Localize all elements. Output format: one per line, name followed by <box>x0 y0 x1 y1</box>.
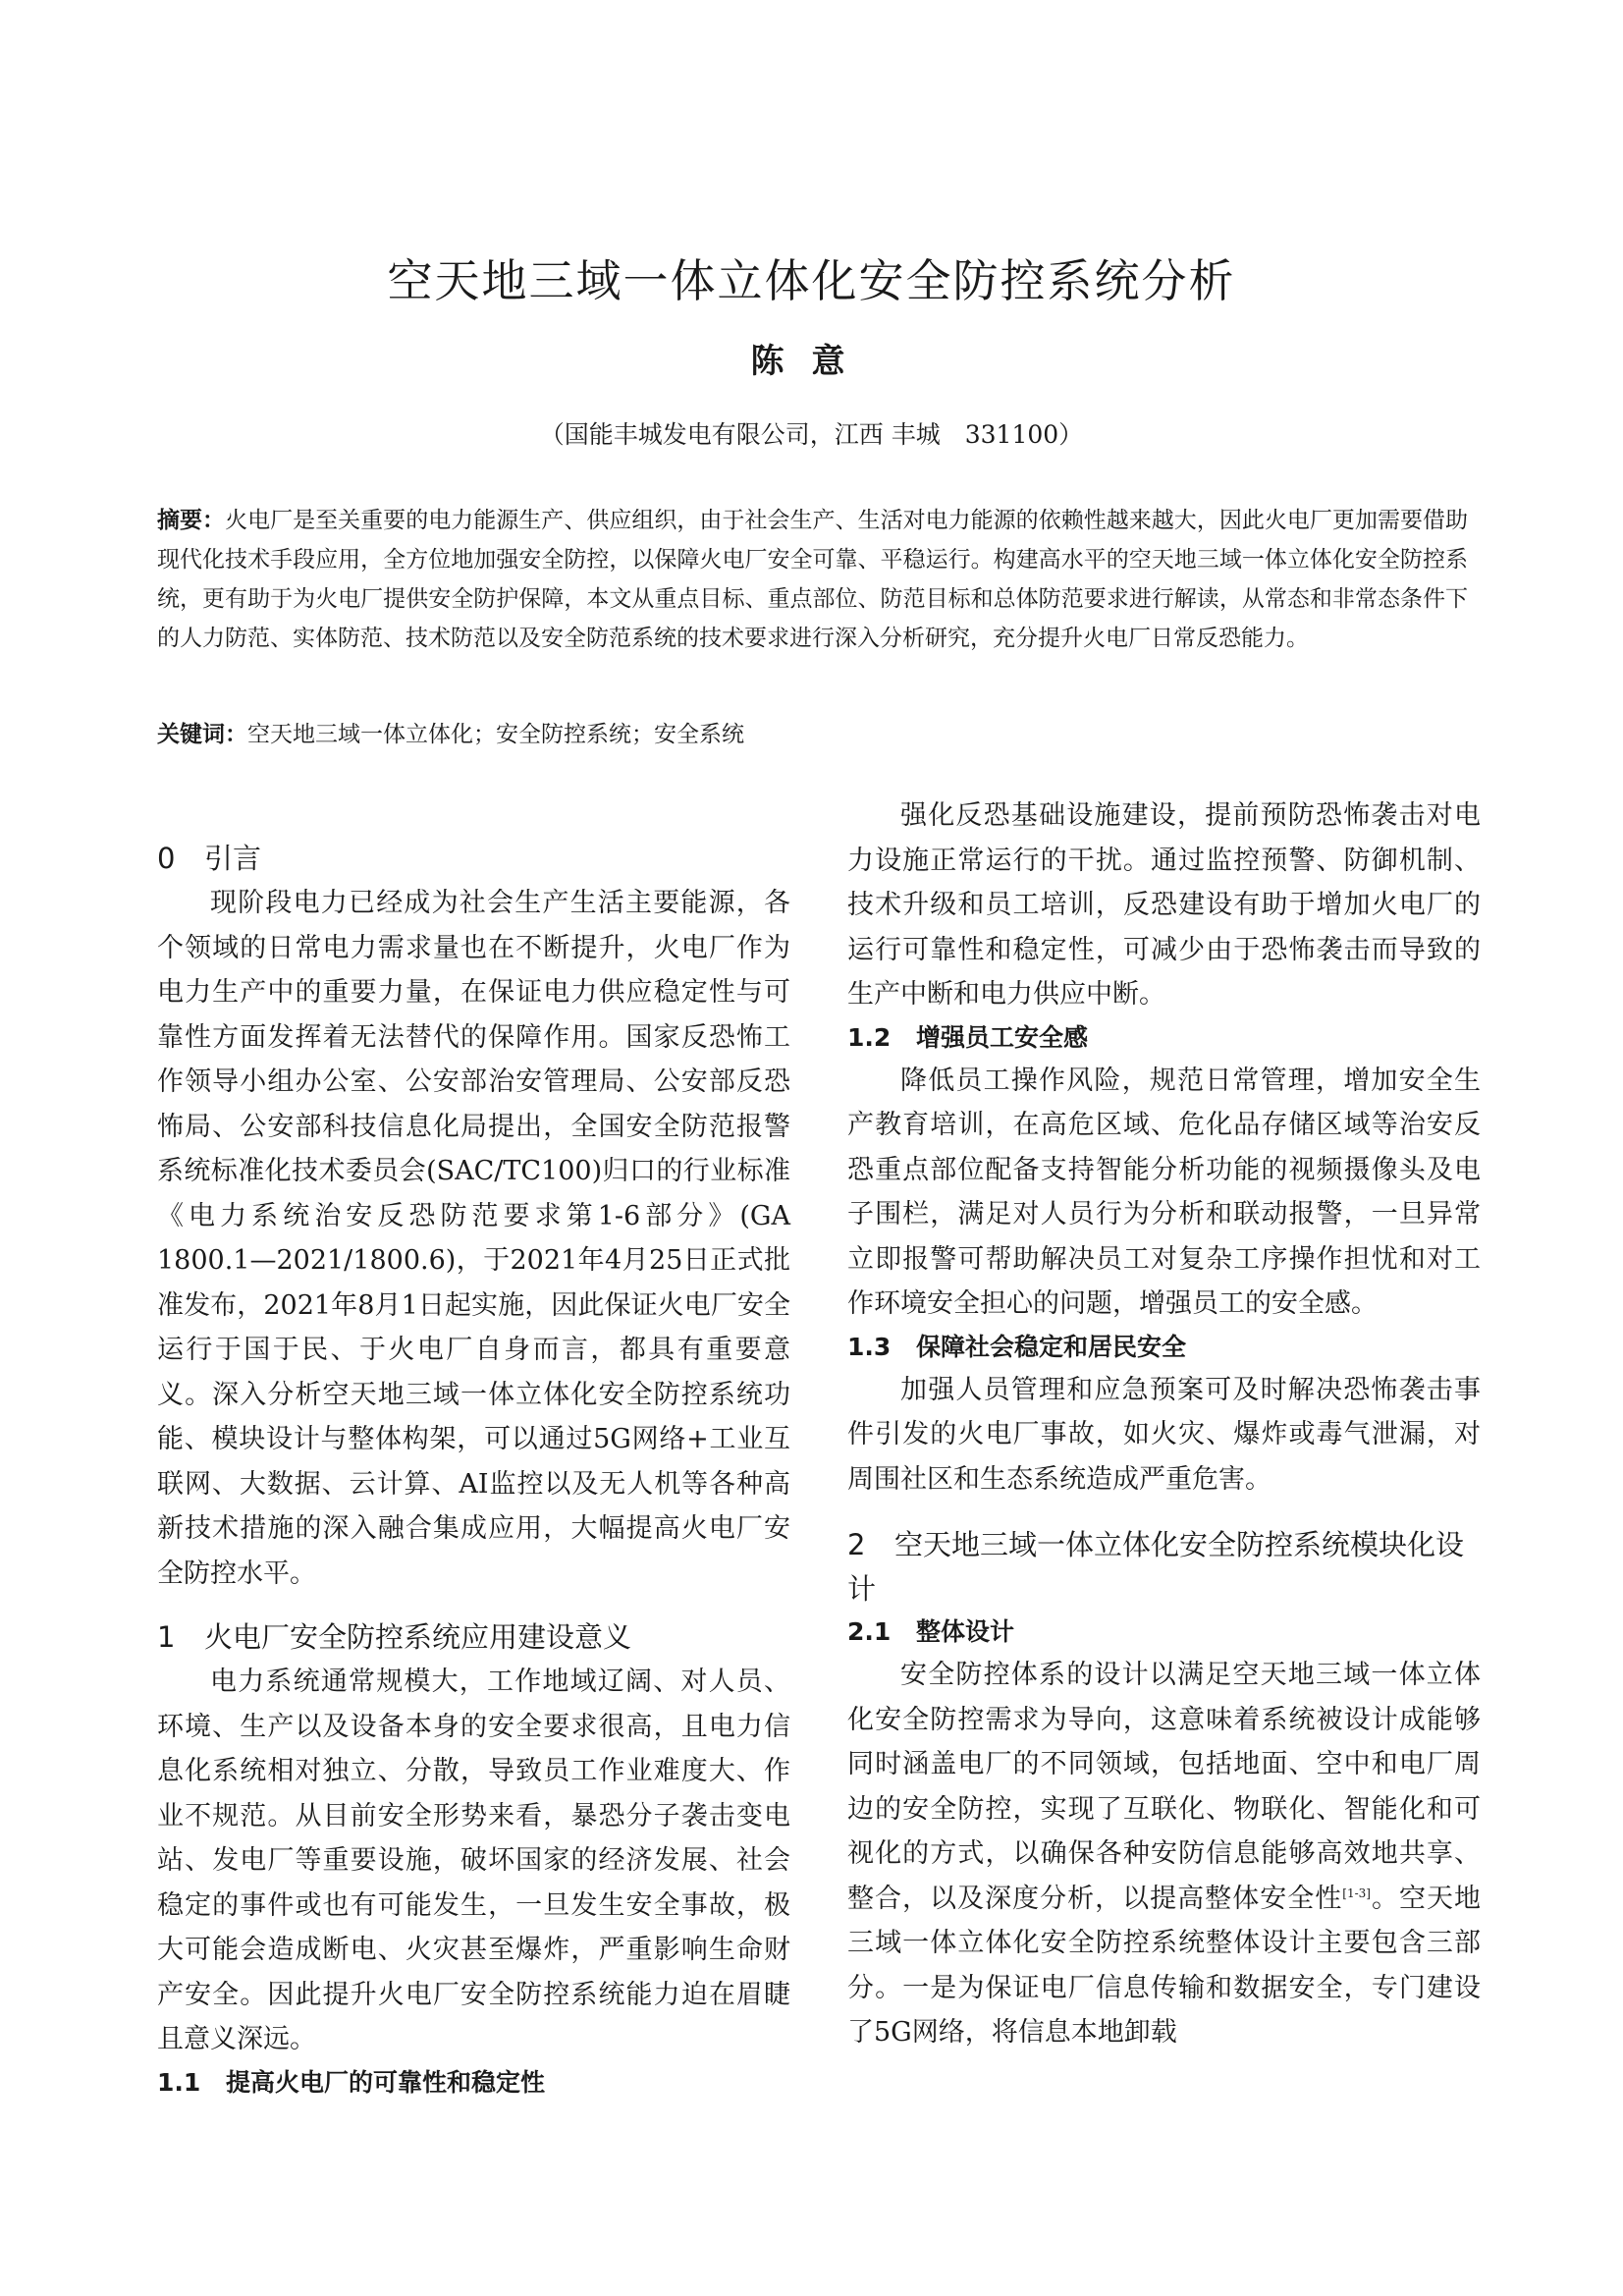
section-title: 提高火电厂的可靠性和稳定性 <box>226 2067 546 2097</box>
section-number: 1.2 <box>847 1022 892 1052</box>
paragraph: 强化反恐基础设施建设，提前预防恐怖袭击对电力设施正常运行的干扰。通过监控预警、防御机制、技术升级和员工培训，反恐建设有助于增加火电厂的运行可靠性和稳定性，可减少由于恐怖袭击而导致的生产中断和电力供应中断。 <box>847 800 1481 1010</box>
section-number: 2 <box>847 1528 866 1561</box>
abstract <box>157 501 1468 658</box>
section-title: 空天地三域一体立体化安全防控系统模块化设计 <box>847 1528 1465 1606</box>
section-number: 0 <box>157 842 176 875</box>
section-heading-0 <box>157 837 790 881</box>
subsection-heading-1-2 <box>847 1017 1481 1059</box>
paragraph: 加强人员管理和应急预案可及时解决恐怖袭击事件引发的火电厂事故，如火灾、爆炸或毒气泄漏，对周围社区和生态系统造成严重危害。 <box>847 1374 1481 1495</box>
paper-title: 空天地三域一体立体化安全防控系统分析 <box>387 254 1236 307</box>
section-heading-2 <box>847 1523 1481 1612</box>
subsection-heading-2-1 <box>847 1612 1481 1653</box>
keywords-text: 空天地三域一体立体化；安全防控系统；安全系统 <box>247 722 744 747</box>
paragraph: 降低员工操作风险，规范日常管理，增加安全生产教育培训，在高危区域、危化品存储区域等治安反恐重点部位配备支持智能分析功能的视频摄像头及电子围栏，满足对人员行为分析和联动报警，一旦异常立即报警可帮助解决员工对复杂工序操作担忧和对工作环境安全担心的问题，增强员工的安全感。 <box>847 1065 1481 1319</box>
section-heading-1 <box>157 1615 790 1660</box>
affiliation: （国能丰城发电有限公司，江西 丰城 331100） <box>539 420 1084 449</box>
author-name: 陈意 <box>750 342 873 381</box>
section-number: 1 <box>157 1620 176 1654</box>
subsection-heading-1-1 <box>157 2062 790 2104</box>
right-column <box>847 793 1481 2055</box>
keywords <box>157 715 1468 754</box>
section-number: 1.1 <box>157 2067 201 2097</box>
paragraph-text: 。空天地三域一体立体化安全防控系统整体设计主要包含三部分。一是为保证电厂信息传输和数据安全，专门建设了5G网络，将信息本地卸载 <box>847 1883 1482 2048</box>
paragraph: 电力系统通常规模大，工作地域辽阔、对人员、环境、生产以及设备本身的安全要求很高，且电力信息化系统相对独立、分散，导致员工作业难度大、作业不规范。从目前安全形势来看，暴恐分子袭击变电站、发电厂等重要设施，破坏国家的经济发展、社会稳定的事件或也有可能发生，一旦发生安全事故，极大可能会造成断电、火灾甚至爆炸，严重影响生命财产安全。因此提升火电厂安全防控系统能力迫在眉睫且意义深远。 <box>157 1667 790 2054</box>
section-title: 增强员工安全感 <box>916 1022 1089 1052</box>
left-column <box>157 793 790 2104</box>
section-title: 引言 <box>204 842 262 875</box>
section-title: 火电厂安全防控系统应用建设意义 <box>204 1620 632 1654</box>
subsection-heading-1-3 <box>847 1327 1481 1368</box>
citation: [1-3] <box>1342 1886 1371 1900</box>
abstract-label: 摘要： <box>157 508 226 533</box>
paragraph-text: 安全防控体系的设计以满足空天地三域一体立体化安全防控需求为导向，这意味着系统被设计成能够同时涵盖电厂的不同领域，包括地面、空中和电厂周边的安全防控，实现了互联化、物联化、智能化和可视化的方式，以确保各种安防信息能够高效地共享、整合，以及深度分析，以提高整体安全性 <box>847 1660 1481 1914</box>
paragraph: 现阶段电力已经成为社会生产生活主要能源，各个领域的日常电力需求量也在不断提升，火电厂作为电力生产中的重要力量，在保证电力供应稳定性与可靠性方面发挥着无法替代的保障作用。国家反恐怖工作领导小组办公室、公安部治安管理局、公安部反恐怖局、公安部科技信息化局提出，全国安全防范报警系统标准化技术委员会(SAC/TC100)归口的行业标准《电力系统治安反恐防范要求第1-6部分》(GA 1800.1—2021/1800.6)，于2021年4月25日正式批准发布，2021年8月1日起实施，因此保证火电厂安全运行于国于民、于火电厂自身而言，都具有重要意义。深入分析空天地三域一体立体化安全防控系统功能、模块设计与整体构架，可以通过5G网络+工业互联网、大数据、云计算、AI监控以及无人机等各种高新技术措施的深入融合集成应用，大幅提高火电厂安全防控水平。 <box>157 888 790 1589</box>
section-number: 2.1 <box>847 1617 892 1646</box>
section-title: 保障社会稳定和居民安全 <box>916 1332 1187 1361</box>
abstract-text: 火电厂是至关重要的电力能源生产、供应组织，由于社会生产、生活对电力能源的依赖性越来越大，因此火电厂更加需要借助现代化技术手段应用，全方位地加强安全防控，以保障火电厂安全可靠、平稳运行。构建高水平的空天地三域一体立体化安全防控系统，更有助于为火电厂提供安全防护保障，本文从重点目标、重点部位、防范目标和总体防范要求进行解读，从常态和非常态条件下的人力防范、实体防范、技术防范以及安全防范系统的技术要求进行深入分析研究，充分提升火电厂日常反恐能力。 <box>157 508 1469 651</box>
section-number: 1.3 <box>847 1332 892 1361</box>
paragraph <box>847 1653 1481 2055</box>
keywords-label: 关键词： <box>157 722 247 747</box>
section-title: 整体设计 <box>916 1617 1015 1646</box>
